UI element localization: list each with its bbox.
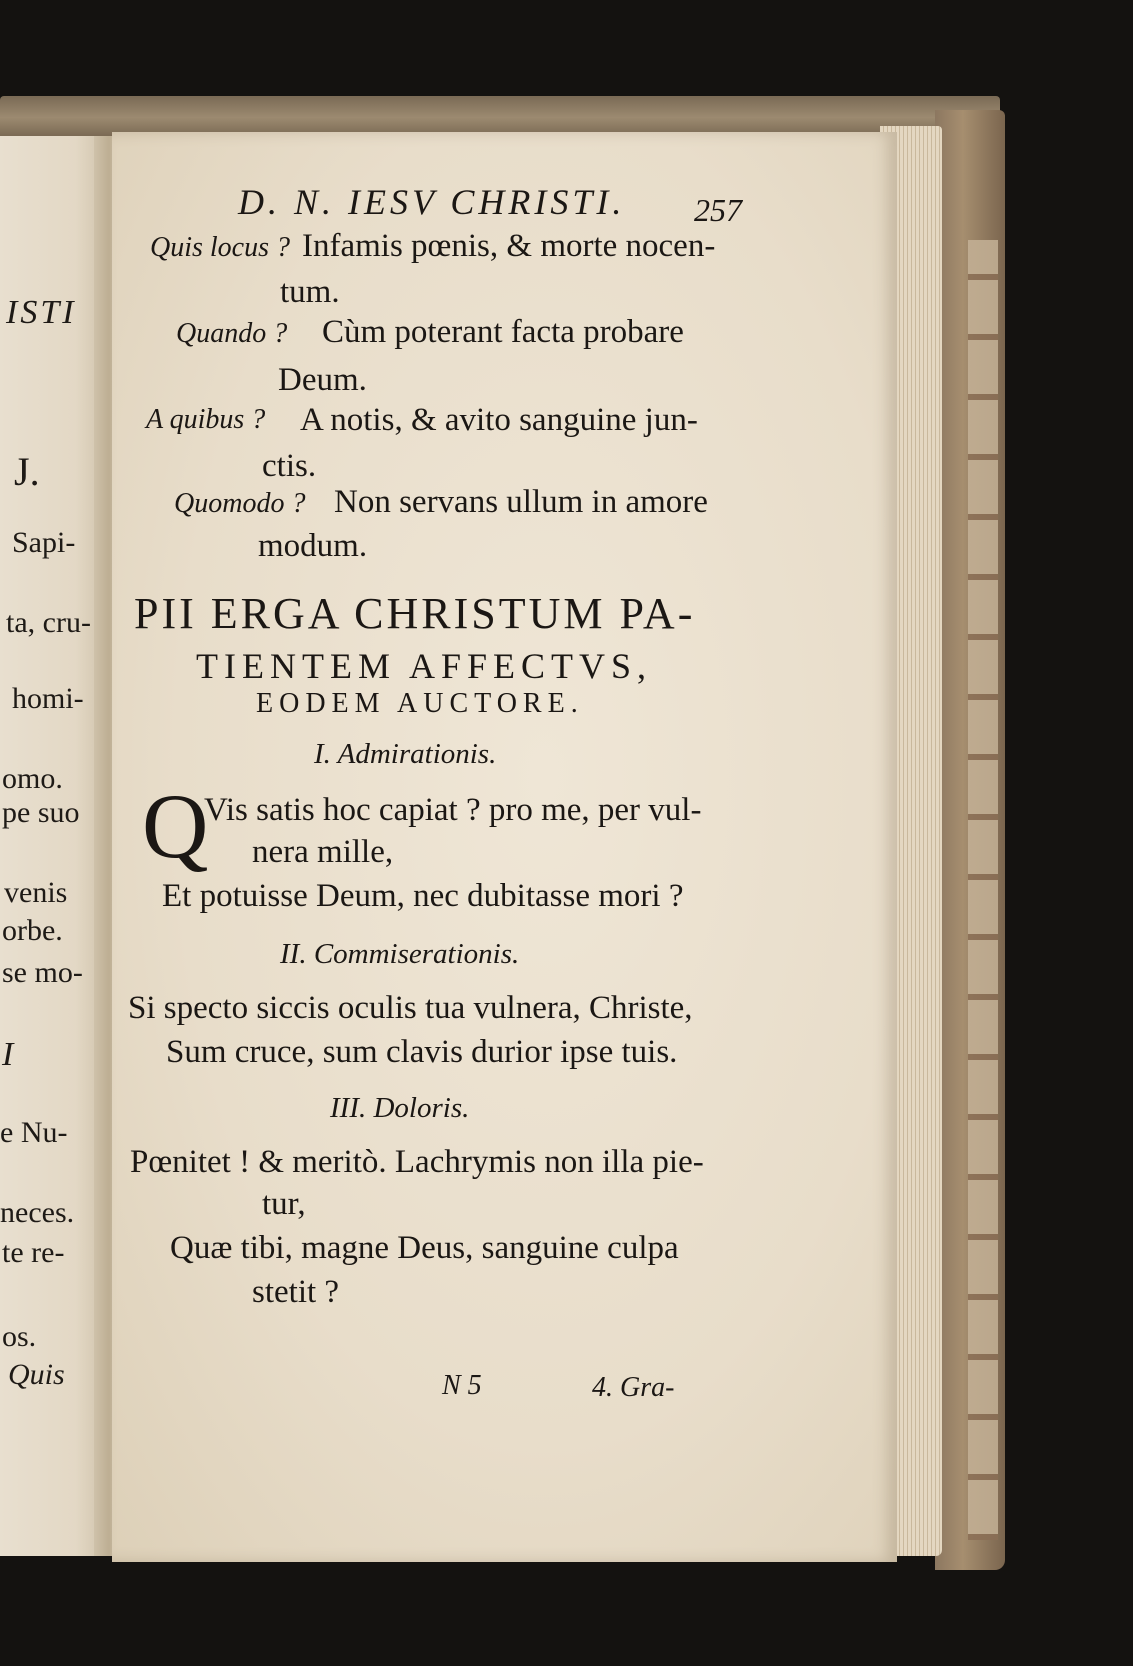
verse-line: Sum cruce, sum clavis durior ipse tuis. bbox=[166, 1034, 678, 1070]
left-fragment: ISTI bbox=[6, 294, 77, 331]
dialogue-line: Infamis pœnis, & morte nocen- bbox=[302, 228, 716, 264]
left-fragment: pe suo bbox=[2, 796, 80, 829]
verse-line: nera mille, bbox=[252, 834, 394, 870]
dialogue-continuation: modum. bbox=[258, 528, 368, 564]
left-fragment: J. bbox=[14, 449, 40, 494]
verse-line: Quæ tibi, magne Deus, sanguine culpa bbox=[170, 1230, 679, 1266]
dialogue-line: Cùm poterant facta probare bbox=[322, 314, 684, 350]
left-fragment: venis bbox=[4, 876, 68, 909]
left-fragment: Quis bbox=[8, 1358, 65, 1391]
catchword: 4. Gra- bbox=[592, 1372, 675, 1403]
left-fragment: te re- bbox=[2, 1236, 65, 1269]
left-fragment: os. bbox=[2, 1320, 37, 1353]
left-fragment: homi- bbox=[12, 682, 84, 715]
dialogue-continuation: ctis. bbox=[262, 448, 317, 484]
page-number: 257 bbox=[694, 192, 742, 228]
fore-edge-marks bbox=[968, 240, 998, 1540]
dialogue-label: Quando ? bbox=[176, 318, 288, 349]
verse-line: Si specto siccis oculis tua vulnera, Christe, bbox=[128, 990, 693, 1026]
left-fragment: neces. bbox=[0, 1196, 75, 1229]
section-title: TIENTEM AFFECTVS, bbox=[196, 646, 653, 686]
dialogue-label: A quibus ? bbox=[146, 404, 266, 435]
dialogue-label: Quomodo ? bbox=[174, 488, 306, 519]
section-subtitle: EODEM AUCTORE. bbox=[256, 688, 584, 719]
left-fragment: e Nu- bbox=[0, 1116, 68, 1149]
verse-line: Pœnitet ! & meritò. Lachrymis non illa pie- bbox=[130, 1144, 704, 1180]
running-header: D. N. IESV CHRISTI. bbox=[238, 182, 626, 222]
signature-mark: N 5 bbox=[442, 1370, 482, 1401]
section-heading: I. Admirationis. bbox=[314, 738, 497, 770]
left-page bbox=[0, 136, 108, 1556]
verse-line: Et potuisse Deum, nec dubitasse mori ? bbox=[162, 878, 684, 914]
verse-line: stetit ? bbox=[252, 1274, 340, 1310]
left-fragment: Sapi- bbox=[12, 526, 76, 559]
right-page bbox=[112, 132, 897, 1562]
left-fragment: orbe. bbox=[2, 914, 63, 947]
left-fragment: se mo- bbox=[2, 956, 83, 989]
section-heading: III. Doloris. bbox=[330, 1092, 470, 1124]
left-fragment: omo. bbox=[2, 762, 63, 795]
dialogue-continuation: tum. bbox=[280, 274, 340, 310]
dialogue-label: Quis locus ? bbox=[150, 232, 290, 263]
verse-line: tur, bbox=[262, 1186, 306, 1222]
verse-line: Vis satis hoc capiat ? pro me, per vul- bbox=[204, 792, 702, 828]
dialogue-line: A notis, & avito sanguine jun- bbox=[300, 402, 698, 438]
section-title: PII ERGA CHRISTUM PA- bbox=[134, 589, 696, 638]
left-fragment: ta, cru- bbox=[6, 606, 91, 639]
section-heading: II. Commiserationis. bbox=[280, 938, 520, 970]
drop-cap: Q bbox=[142, 775, 209, 877]
dialogue-continuation: Deum. bbox=[278, 362, 367, 398]
dialogue-line: Non servans ullum in amore bbox=[334, 484, 708, 520]
left-fragment: I bbox=[2, 1036, 14, 1073]
